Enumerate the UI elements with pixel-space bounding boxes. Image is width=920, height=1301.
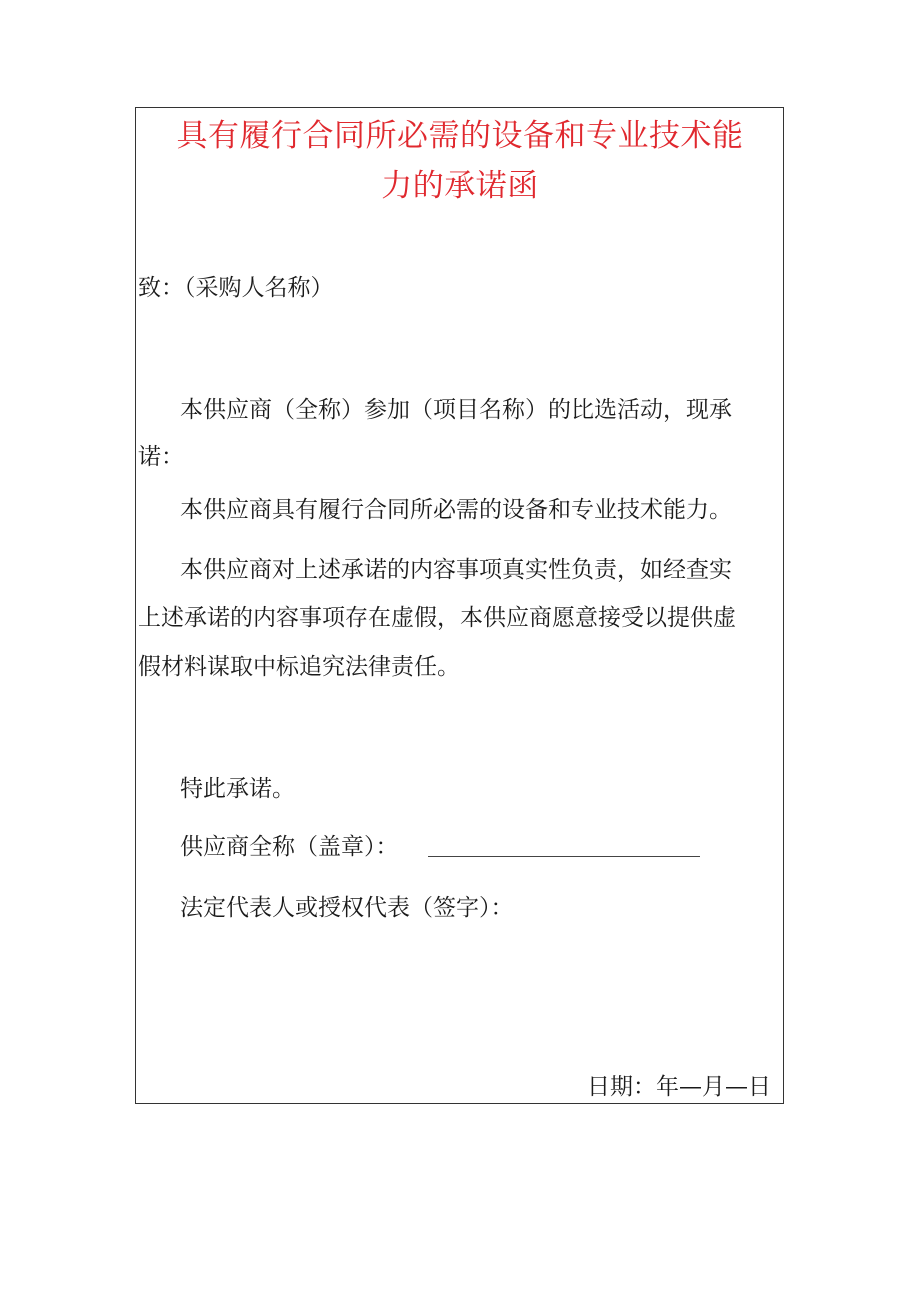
paragraph-1-line-1: 本供应商（全称）参加（项目名称）的比选活动，现承 [180, 397, 732, 423]
representative-signature-label: 法定代表人或授权代表（签字）： [180, 895, 514, 921]
paragraph-1-line-2: 诺： [138, 444, 184, 470]
supplier-name-label: 供应商全称（盖章）： [180, 834, 399, 860]
closing-statement: 特此承诺。 [180, 776, 295, 802]
paragraph-2-line-1: 本供应商具有履行合同所必需的设备和专业技术能力。 [180, 497, 732, 523]
paragraph-3-line-3: 假材料谋取中标追究法律责任。 [138, 654, 460, 680]
document-title-line-2: 力的承诺函 [381, 168, 539, 204]
paragraph-3-line-1: 本供应商对上述承诺的内容事项真实性负责，如经查实 [180, 557, 732, 583]
addressee: 致：（采购人名称） [138, 275, 334, 301]
paragraph-3-line-2: 上述承诺的内容事项存在虚假，本供应商愿意接受以提供虚 [138, 605, 736, 631]
supplier-signature-line[interactable] [428, 856, 700, 857]
document-title-line-1: 具有履行合同所必需的设备和专业技术能 [176, 118, 744, 154]
date-label: 日期：年—月—日 [587, 1074, 771, 1100]
